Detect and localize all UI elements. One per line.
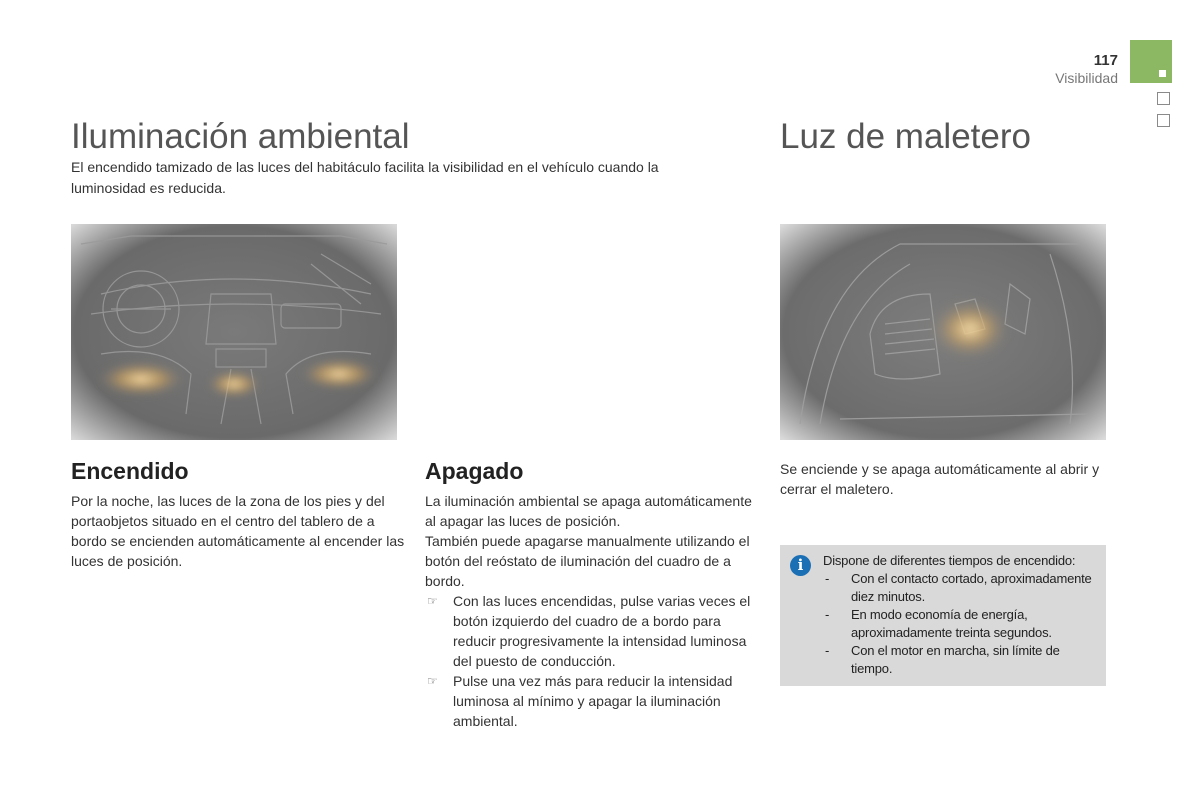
pointing-hand-icon: ☞ <box>427 674 438 688</box>
info-icon: i <box>790 555 811 576</box>
list-item <box>823 642 1098 678</box>
list-item <box>425 671 755 731</box>
dash-icon: - <box>825 607 830 622</box>
section-name: Visibilidad <box>1055 70 1118 86</box>
ambient-title: Iluminación ambiental <box>71 117 410 156</box>
section-title-off: Apagado <box>425 458 524 484</box>
section-title-on: Encendido <box>71 458 189 484</box>
list-item <box>425 591 755 671</box>
list-item-text: Con las luces encendidas, pulse varias veces el botón izquierdo del cuadro de a bordo para reducir progresivamente la intensidad luminosa del puesto de conducción. <box>453 593 751 669</box>
section-tab <box>1130 40 1172 83</box>
section-text-on: Por la noche, las luces de la zona de los pies y del portaobjetos situado en el centro del tablero de a bordo se encienden automáticamente al encender las luces de posición. <box>71 493 405 569</box>
page-number: 117 <box>1093 52 1118 69</box>
nav-box-icon <box>1157 92 1170 105</box>
dashboard-illustration <box>71 224 397 440</box>
off-paragraph: También puede apagarse manualmente utilizando el botón del reóstato de iluminación del cuadro de a bordo. <box>425 533 750 589</box>
list-item-text: Con el motor en marcha, sin límite de tiempo. <box>851 643 1060 676</box>
ambient-intro: El encendido tamizado de las luces del habitáculo facilita la visibilidad en el vehículo cuando la luminosidad es reducida. <box>71 159 659 196</box>
off-steps-list <box>425 591 755 731</box>
trunk-title: Luz de maletero <box>780 117 1031 156</box>
info-text <box>823 552 1098 678</box>
info-intro: Dispone de diferentes tiempos de encendido: <box>823 553 1076 568</box>
off-paragraph: La iluminación ambiental se apaga automáticamente al apagar las luces de posición. <box>425 493 752 529</box>
trunk-illustration <box>780 224 1106 440</box>
dash-icon: - <box>825 643 830 658</box>
info-list <box>823 570 1098 678</box>
dash-icon: - <box>825 571 830 586</box>
info-box <box>780 545 1106 686</box>
trunk-text: Se enciende y se apaga automáticamente al abrir y cerrar el maletero. <box>780 461 1100 497</box>
list-item-text: Pulse una vez más para reducir la intensidad luminosa al mínimo y apagar la iluminación ambiental. <box>453 673 733 729</box>
list-item <box>823 570 1098 606</box>
section-text-off <box>425 491 755 731</box>
pointing-hand-icon: ☞ <box>427 594 438 608</box>
tab-marker-icon <box>1159 70 1166 77</box>
nav-box-icon <box>1157 114 1170 127</box>
list-item <box>823 606 1098 642</box>
list-item-text: Con el contacto cortado, aproximadamente diez minutos. <box>851 571 1092 604</box>
list-item-text: En modo economía de energía, aproximadamente treinta segundos. <box>851 607 1052 640</box>
